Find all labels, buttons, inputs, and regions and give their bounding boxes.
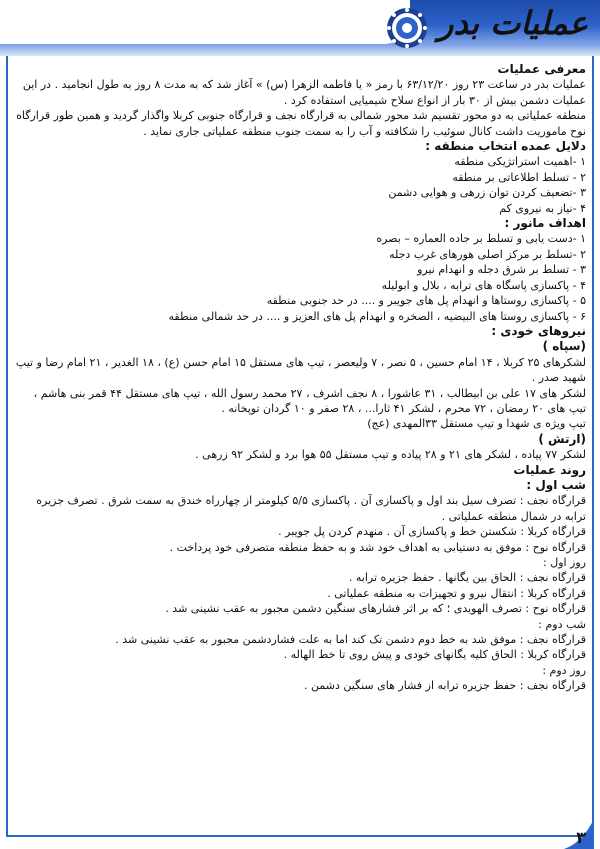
- page-title: عملیات بدر: [437, 4, 588, 42]
- process-line: قرارگاه نجف : موفق شد به خط دوم دشمن تک کند اما به علت فشاردشمن مجبور به عقب نشینی شد .: [115, 633, 586, 647]
- reason-item: ۱ -اهمیت استراتژیکی منطقه: [454, 155, 586, 169]
- goal-item: ۶ - پاکسازی روستا های البیضیه ، الصخره و انهدام پل های العزیز و .... در حد شمالی منطقه: [168, 309, 586, 323]
- night-one-label: شب اول :: [526, 477, 586, 492]
- goal-item: ۱ -دست یابی و تسلط بر جاده العماره – بصره: [376, 232, 586, 246]
- reason-item: ۳ -تضعیف کردن توان زرهی و هوایی دشمن: [388, 186, 586, 200]
- process-line: قرارگاه کربلا : الحاق کلیه یگانهای خودی و پیش روی تا خط الهاله .: [283, 648, 586, 662]
- sepah-label: (سپاه ): [542, 339, 586, 354]
- process-line: قرارگاه نوح : تصرف الهویدی ؛ که بر اثر فشارهای سنگین دشمن مجبور به عقب نشینی شد .: [165, 602, 586, 616]
- process-line: قرارگاه کربلا : انتقال نیرو و تجهیزات به منطقه عملیاتی .: [327, 586, 586, 600]
- process-line: قرارگاه کربلا : شکستن خط و پاکسازی آن . منهدم کردن پل جویبر .: [278, 525, 586, 539]
- process-line: قرارگاه نجف : حفظ جزیره ترابه از فشار های سنگین دشمن .: [304, 679, 586, 693]
- goal-item: ۵ - پاکسازی روستاها و انهدام پل های جویبر و .... در حد جنوبی منطقه: [266, 294, 586, 308]
- section-heading-process: روند عملیات: [513, 462, 586, 477]
- reason-item: ۴ -نیاز به نیروی کم: [499, 201, 586, 215]
- section-heading-forces: نیروهای خودی :: [491, 323, 586, 338]
- artesh-label: (ارتش ): [538, 431, 586, 446]
- forces-paragraph: لشکرهای ۲۵ کربلا ، ۱۴ امام حسین ، ۵ نصر ، ۷ ولیعصر ، تیپ های مستقل ۱۵ امام حسن (ع) ، ۱۸ الغدیر ، ۲۱ امام رضا و تیپ شهید صدر .: [15, 355, 586, 385]
- intro-paragraph: عملیات بدر در ساعت ۲۳ روز ۶۳/۱۲/۲۰ با رمز « یا فاطمه الزهرا (س) » آغاز شد که به مدت ۸ روز به طول انجامید . در این عملیات دشمن بیش از ۳۰ بار از انواع سلاح شیمیایی استفاده کرد .: [22, 78, 586, 107]
- header-white-panel: [0, 0, 410, 44]
- section-heading-goals: اهداف مانور :: [504, 216, 586, 231]
- process-line: شب دوم :: [538, 617, 586, 631]
- forces-paragraph: لشکر های ۱۷ علی بن ابیطالب ، ۳۱ عاشورا ، ۸ نجف اشرف ، ۲۷ محمد رسول الله ، تیپ های مستقل ۴۴ قمر بنی هاشم ، تیپ های ۲۰ رمضان ، ۷۲ محرم ، لشکر ۴۱ ثارا... ، ۲۸ صفر و ۱۰ گردان توپخانه .: [33, 386, 586, 415]
- section-heading-intro: معرفی عملیات: [497, 62, 586, 76]
- goal-item: ۴ - پاکسازی پاسگاه های ترابه ، بلال و ابولیله: [381, 278, 586, 292]
- header-banner: [0, 0, 600, 56]
- forces-paragraph: تیپ ویژه ی شهدا و تیپ مستقل ۳۳المهدی (عج): [367, 417, 586, 431]
- process-line: قرارگاه نجف : تصرف سیل بند اول و پاکسازی آن . پاکسازی ۵/۵ کیلومتر از چهارراه خندق به سمت شرق . تصرف جزیره ترابه در شمال منطقه عملیاتی .: [36, 494, 586, 523]
- process-line: قرارگاه نوح : موفق به دستیابی به اهداف خود شد و به حفظ منطقه متصرفی خود پرداخت .: [169, 540, 586, 554]
- goal-item: ۳ - تسلط بر شرق دجله و انهدام نیرو: [417, 263, 586, 277]
- ornament-icon: [385, 6, 429, 50]
- section-heading-reasons: دلایل عمده انتخاب منطقه :: [425, 139, 586, 154]
- article-body: [14, 62, 586, 694]
- reason-item: ۲ - تسلط اطلاعاتی بر منطقه: [452, 170, 586, 184]
- page-number-badge: [564, 819, 594, 849]
- page-number: ۳: [576, 828, 586, 847]
- intro-paragraph: منطقه عملیاتی به دو محور تقسیم شد محور شمالی به قرارگاه نجف و قرارگاه جنوبی کربلا واگذار گردید و همین طور قرارگاه نوح ماموریت داشت کانال سوئیب را شکافته و آب را به سمت جنوب منطقه عملیاتی جاری نماید .: [16, 109, 586, 138]
- process-line: روز دوم :: [542, 663, 586, 677]
- forces-paragraph: لشکر ۷۷ پیاده ، لشکر های ۲۱ و ۲۸ پیاده و تیپ مستقل ۵۵ هوا برد و لشکر ۹۲ زرهی .: [195, 448, 586, 462]
- process-line: روز اول :: [543, 556, 586, 569]
- process-line: قرارگاه نجف : الحاق بین یگانها . حفظ جزیره ترابه .: [348, 571, 586, 585]
- goal-item: ۲ -تسلط بر مرکز اصلی هورهای غرب دجله: [389, 247, 586, 261]
